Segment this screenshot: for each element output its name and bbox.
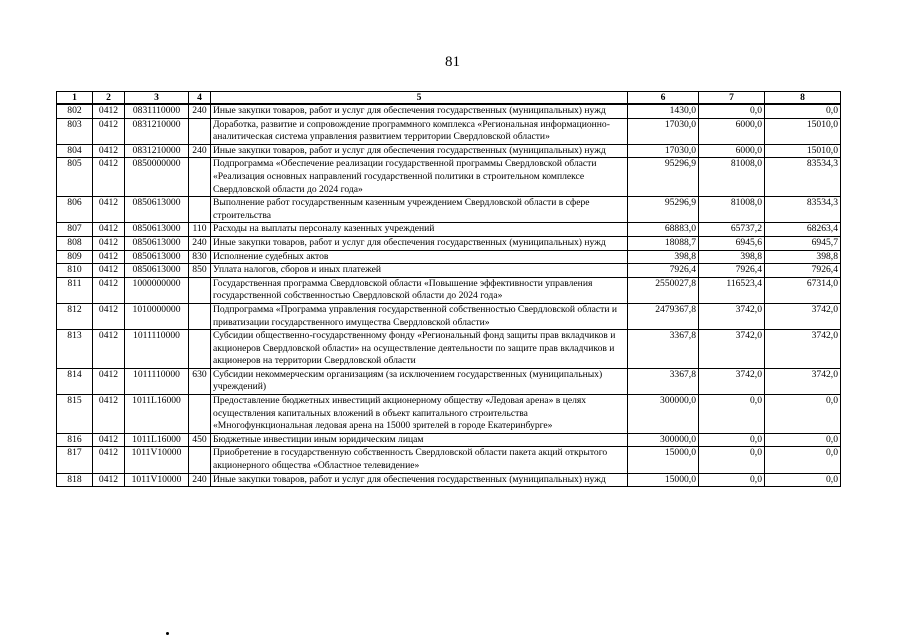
item-name-cell: Субсидии некоммерческим организациям (за исключением государственных (муниципальных) учреждений) <box>211 368 628 394</box>
row-number-cell: 804 <box>57 144 93 158</box>
amount-year3-cell: 0,0 <box>765 473 841 487</box>
amount-year3-cell: 398,8 <box>765 250 841 264</box>
section-code-cell: 0412 <box>93 236 125 250</box>
row-number-cell: 805 <box>57 158 93 197</box>
section-code-cell: 0412 <box>93 433 125 447</box>
table-row <box>57 303 841 329</box>
table-row <box>57 118 841 144</box>
row-number-cell: 803 <box>57 118 93 144</box>
expense-type-cell <box>189 118 211 144</box>
row-number-cell: 808 <box>57 236 93 250</box>
header-col-5: 5 <box>211 92 628 105</box>
table-row <box>57 197 841 223</box>
expense-type-cell <box>189 158 211 197</box>
row-number-cell: 813 <box>57 330 93 369</box>
amount-year3-cell: 0,0 <box>765 395 841 434</box>
table-header <box>57 92 841 105</box>
section-code-cell: 0412 <box>93 303 125 329</box>
amount-year3-cell: 6945,7 <box>765 236 841 250</box>
item-name-cell: Государственная программа Свердловской области «Повышение эффективности управления государственной собственностью Свердловской области до 2024 года» <box>211 277 628 303</box>
section-code-cell: 0412 <box>93 197 125 223</box>
expense-type-cell: 110 <box>189 223 211 237</box>
table-row <box>57 104 841 118</box>
amount-year2-cell: 0,0 <box>699 433 765 447</box>
item-name-cell: Расходы на выплаты персоналу казенных учреждений <box>211 223 628 237</box>
amount-year1-cell: 68883,0 <box>628 223 699 237</box>
section-code-cell: 0412 <box>93 158 125 197</box>
row-number-cell: 815 <box>57 395 93 434</box>
amount-year2-cell: 6000,0 <box>699 144 765 158</box>
amount-year2-cell: 81008,0 <box>699 197 765 223</box>
amount-year2-cell: 7926,4 <box>699 264 765 278</box>
expense-type-cell: 240 <box>189 144 211 158</box>
expense-type-cell: 850 <box>189 264 211 278</box>
amount-year2-cell: 6945,6 <box>699 236 765 250</box>
table-row <box>57 144 841 158</box>
header-col-6: 6 <box>628 92 699 105</box>
header-col-3: 3 <box>125 92 189 105</box>
amount-year1-cell: 1430,0 <box>628 104 699 118</box>
row-number-cell: 814 <box>57 368 93 394</box>
header-col-7: 7 <box>699 92 765 105</box>
section-code-cell: 0412 <box>93 447 125 473</box>
amount-year2-cell: 65737,2 <box>699 223 765 237</box>
item-name-cell: Иные закупки товаров, работ и услуг для обеспечения государственных (муниципальных) нужд <box>211 104 628 118</box>
section-code-cell: 0412 <box>93 144 125 158</box>
expense-type-cell <box>189 197 211 223</box>
item-name-cell: Подпрограмма «Обеспечение реализации государственной программы Свердловской области «Реализация основных направлений государственной политики в строительном комплексе Свердловской области до 2024 года» <box>211 158 628 197</box>
section-code-cell: 0412 <box>93 395 125 434</box>
section-code-cell: 0412 <box>93 473 125 487</box>
amount-year1-cell: 15000,0 <box>628 447 699 473</box>
amount-year2-cell: 3742,0 <box>699 330 765 369</box>
amount-year3-cell: 83534,3 <box>765 197 841 223</box>
item-name-cell: Уплата налогов, сборов и иных платежей <box>211 264 628 278</box>
expense-type-cell: 240 <box>189 104 211 118</box>
expense-type-cell: 450 <box>189 433 211 447</box>
item-name-cell: Субсидии общественно-государственному фонду «Региональный фонд защиты прав вкладчиков и акционеров Свердловской области» на осуществление деятельности по защите прав вкладчиков и акционеров на территории Свердловской области <box>211 330 628 369</box>
table-body <box>57 104 841 487</box>
expense-type-cell <box>189 330 211 369</box>
table-row <box>57 250 841 264</box>
amount-year2-cell: 0,0 <box>699 473 765 487</box>
expense-type-cell: 830 <box>189 250 211 264</box>
table-row <box>57 158 841 197</box>
item-name-cell: Исполнение судебных актов <box>211 250 628 264</box>
target-article-cell: 1011L16000 <box>125 395 189 434</box>
amount-year1-cell: 398,8 <box>628 250 699 264</box>
amount-year1-cell: 300000,0 <box>628 433 699 447</box>
item-name-cell: Подпрограмма «Программа управления государственной собственностью Свердловской области и приватизации государственного имущества Свердловской области» <box>211 303 628 329</box>
row-number-cell: 809 <box>57 250 93 264</box>
expense-type-cell: 240 <box>189 473 211 487</box>
expense-type-cell <box>189 447 211 473</box>
item-name-cell: Бюджетные инвестиции иным юридическим лицам <box>211 433 628 447</box>
amount-year1-cell: 3367,8 <box>628 368 699 394</box>
table-row <box>57 473 841 487</box>
table-row <box>57 277 841 303</box>
amount-year1-cell: 3367,8 <box>628 330 699 369</box>
target-article-cell: 1011110000 <box>125 368 189 394</box>
header-col-8: 8 <box>765 92 841 105</box>
amount-year3-cell: 7926,4 <box>765 264 841 278</box>
item-name-cell: Иные закупки товаров, работ и услуг для обеспечения государственных (муниципальных) нужд <box>211 144 628 158</box>
header-row <box>57 92 841 105</box>
amount-year3-cell: 83534,3 <box>765 158 841 197</box>
amount-year2-cell: 81008,0 <box>699 158 765 197</box>
amount-year1-cell: 2550027,8 <box>628 277 699 303</box>
expense-type-cell <box>189 395 211 434</box>
section-code-cell: 0412 <box>93 250 125 264</box>
target-article-cell: 1011V10000 <box>125 473 189 487</box>
section-code-cell: 0412 <box>93 330 125 369</box>
amount-year3-cell: 3742,0 <box>765 303 841 329</box>
target-article-cell: 1011L16000 <box>125 433 189 447</box>
table-row <box>57 236 841 250</box>
amount-year3-cell: 15010,0 <box>765 118 841 144</box>
target-article-cell: 1011110000 <box>125 330 189 369</box>
section-code-cell: 0412 <box>93 118 125 144</box>
amount-year2-cell: 0,0 <box>699 395 765 434</box>
amount-year1-cell: 300000,0 <box>628 395 699 434</box>
header-col-2: 2 <box>93 92 125 105</box>
amount-year1-cell: 7926,4 <box>628 264 699 278</box>
table-row <box>57 395 841 434</box>
amount-year2-cell: 3742,0 <box>699 303 765 329</box>
amount-year3-cell: 68263,4 <box>765 223 841 237</box>
target-article-cell: 0850613000 <box>125 250 189 264</box>
row-number-cell: 802 <box>57 104 93 118</box>
amount-year2-cell: 398,8 <box>699 250 765 264</box>
section-code-cell: 0412 <box>93 223 125 237</box>
target-article-cell: 0850613000 <box>125 197 189 223</box>
target-article-cell: 0850613000 <box>125 264 189 278</box>
table-row <box>57 447 841 473</box>
row-number-cell: 812 <box>57 303 93 329</box>
row-number-cell: 806 <box>57 197 93 223</box>
amount-year1-cell: 95296,9 <box>628 197 699 223</box>
amount-year1-cell: 18088,7 <box>628 236 699 250</box>
table-row <box>57 330 841 369</box>
row-number-cell: 807 <box>57 223 93 237</box>
section-code-cell: 0412 <box>93 368 125 394</box>
table-row <box>57 223 841 237</box>
target-article-cell: 0831210000 <box>125 118 189 144</box>
section-code-cell: 0412 <box>93 277 125 303</box>
amount-year1-cell: 95296,9 <box>628 158 699 197</box>
target-article-cell: 0831210000 <box>125 144 189 158</box>
amount-year2-cell: 3742,0 <box>699 368 765 394</box>
item-name-cell: Предоставление бюджетных инвестиций акционерному обществу «Ледовая арена» в целях осуществления капитальных вложений в объект капитального строительства «Многофункциональная ледовая арена на 15000 зрителей в городе Екатеринбурге» <box>211 395 628 434</box>
amount-year2-cell: 116523,4 <box>699 277 765 303</box>
amount-year3-cell: 0,0 <box>765 433 841 447</box>
row-number-cell: 817 <box>57 447 93 473</box>
target-article-cell: 0850613000 <box>125 236 189 250</box>
row-number-cell: 810 <box>57 264 93 278</box>
scan-speck <box>166 632 169 635</box>
target-article-cell: 0850000000 <box>125 158 189 197</box>
target-article-cell: 0831110000 <box>125 104 189 118</box>
header-col-1: 1 <box>57 92 93 105</box>
table-row <box>57 264 841 278</box>
budget-table <box>56 91 841 487</box>
amount-year3-cell: 0,0 <box>765 104 841 118</box>
amount-year2-cell: 0,0 <box>699 447 765 473</box>
header-col-4: 4 <box>189 92 211 105</box>
amount-year3-cell: 3742,0 <box>765 330 841 369</box>
row-number-cell: 816 <box>57 433 93 447</box>
amount-year1-cell: 2479367,8 <box>628 303 699 329</box>
amount-year3-cell: 0,0 <box>765 447 841 473</box>
item-name-cell: Приобретение в государственную собственность Свердловской области пакета акций открытого акционерного общества «Областное телевидение» <box>211 447 628 473</box>
target-article-cell: 1011V10000 <box>125 447 189 473</box>
target-article-cell: 0850613000 <box>125 223 189 237</box>
item-name-cell: Иные закупки товаров, работ и услуг для обеспечения государственных (муниципальных) нужд <box>211 236 628 250</box>
amount-year3-cell: 3742,0 <box>765 368 841 394</box>
table-row <box>57 433 841 447</box>
item-name-cell: Иные закупки товаров, работ и услуг для обеспечения государственных (муниципальных) нужд <box>211 473 628 487</box>
amount-year1-cell: 15000,0 <box>628 473 699 487</box>
table-row <box>57 368 841 394</box>
page-number: 81 <box>445 54 460 70</box>
amount-year2-cell: 0,0 <box>699 104 765 118</box>
target-article-cell: 1010000000 <box>125 303 189 329</box>
item-name-cell: Выполнение работ государственным казенным учреждением Свердловской области в сфере строительства <box>211 197 628 223</box>
amount-year2-cell: 6000,0 <box>699 118 765 144</box>
row-number-cell: 818 <box>57 473 93 487</box>
expense-type-cell: 630 <box>189 368 211 394</box>
expense-type-cell <box>189 303 211 329</box>
amount-year3-cell: 15010,0 <box>765 144 841 158</box>
row-number-cell: 811 <box>57 277 93 303</box>
amount-year1-cell: 17030,0 <box>628 118 699 144</box>
section-code-cell: 0412 <box>93 104 125 118</box>
expense-type-cell: 240 <box>189 236 211 250</box>
item-name-cell: Доработка, развитие и сопровождение программного комплекса «Региональная информационно-аналитическая система управления развитием территории Свердловской области» <box>211 118 628 144</box>
expense-type-cell <box>189 277 211 303</box>
target-article-cell: 1000000000 <box>125 277 189 303</box>
section-code-cell: 0412 <box>93 264 125 278</box>
amount-year1-cell: 17030,0 <box>628 144 699 158</box>
amount-year3-cell: 67314,0 <box>765 277 841 303</box>
